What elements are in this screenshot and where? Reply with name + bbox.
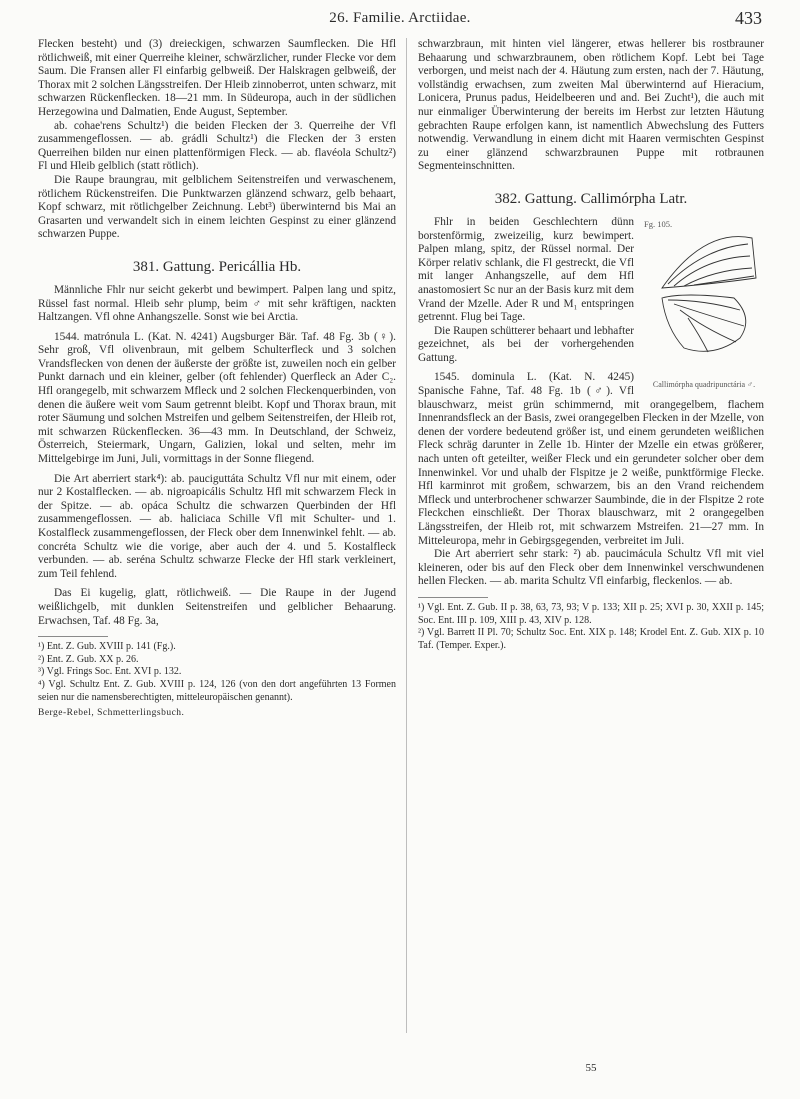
publisher-line: Berge-Rebel, Schmetterlingsbuch. (38, 708, 185, 719)
left-column (38, 38, 396, 721)
footnote: ²) Vgl. Barrett II Pl. 70; Schultz Soc. Ent. XIX p. 148; Krodel Ent. Z. Gub. XIX p. 10 Taf. (Temper. Exper.). (418, 627, 764, 651)
signature-mark: 55 (585, 1062, 597, 1074)
footnotes (418, 602, 764, 652)
genus-heading: 382. Gattung. Callimórpha Latr. (494, 190, 688, 207)
running-header (38, 8, 762, 32)
footnote: ⁴) Vgl. Schultz Ent. Z. Gub. XVIII p. 124, 126 (von den dort angeführten 13 Formen seien nur die namensberechtigten, mitteleuropäischen genannt). (38, 678, 396, 703)
right-column (418, 38, 764, 652)
species-entry: 1545. dominula L. (Kat. N. 4245) Spanische Fahne, Taf. 48 Fg. 1b (♂). Vfl blauschwarz, meist grün schimmernd, mit orangegelbem, flachem Innenrandsfleck an der Basis, zwei orangegelben Flecken in der Mzelle, von denen der vordere bedeutend größer ist, und einem gerundeten weißlichen Fleck schräg darunter in Zelle 1b. Hinter der Mzelle ein etwas größerer, nach unten oft geteilter, weißer Fleck und ein gerundeter solcher ober dem Innenwinkel. Vor und uhalb der Flspitze je 2 weiße, punktförmige Flecke. Hfl karminrot mit großem, schwarzem, bis an den Vrand reichendem Mfleck und unterbrochener schwarzer Saumbinde, die in der Flspitze 2 rote Fleckchen einschließt. Der Thorax blauschwarz, mit 2 orangegelben Längsstreifen, der Hleib rot, mit schwarzem Mstreifen. 21—27 mm. In Mitteleuropa, mehr in Gebirgsgegenden, verbreitet im Juli. (418, 371, 764, 547)
wing-venation-figure (644, 218, 764, 390)
column-divider (406, 38, 407, 1033)
paragraph: Die Raupe braungrau, mit gelblichem Seitenstreifen und verwaschenem, rötlichem Rückenstreifen. Die Punktwarzen glänzend schwarz, gelb behaart, Kopf schwarz, mit rötlichgelber Zeichnung. Lebt³) überwinternd bis Mai an Grasarten und verwandelt sich in einem leichten Gespinst zu einer glänzend schwarzen Puppe. (38, 173, 396, 241)
paragraph: Flecken besteht) und (3) dreieckigen, schwarzen Saumflecken. Die Hfl rötlichweiß, mit einer Querreihe kleiner, schwärzlicher, runder Flecke vor dem Saum. Die Fransen aller Fl einfarbig gelbweiß. Der Halskragen gelbweiß, der Thorax mit 2 solchen Längsstreifen. Der Hleib zinnoberrot, unten schwarz, mit schwarzen Rückenflecken. 18—21 mm. In Südeuropa, auch in der südlichen Herzegowina und Dalmatien, Ende August, September. (38, 38, 396, 118)
venation-diagram-icon (644, 218, 764, 368)
page-number: 433 (735, 8, 762, 28)
paragraph: Männliche Fhlr nur seicht gekerbt und bewimpert. Palpen lang und spitz, Rüssel fast normal. Hleib sehr plump, beim ♂ mit sehr kräftigen, nackten Haltzangen. Vfl ohne Anhangszelle. Sonst wie bei Arctia. (38, 283, 396, 324)
species-entry: 1544. matrónula L. (Kat. N. 4241) Augsburger Bär. Taf. 48 Fg. 3b (♀). Sehr groß, Vfl olivenbraun, mit gelbem Schulterfleck und 3 solchen Vrandsflecken von denen der äußerste der größte ist, zuweilen noch ein gelber Punkt darnach und ein kleiner, gelber (oft fehlender) Querfleck an Ader C₂. Hfl orangegelb, mit schwarzem Mfleck und 2 solchen Fleckenquerbinden, von denen die äußere weit vom Saum getrennt bleibt. Kopf und Thorax braun, mit roter Säumung und solchen Mstreifen und gelbem Seitenstreifen, der Hleib rot, mit schwarzen Rückenflecken. 36—43 mm. In Deutschland, der Schweiz, Österreich, Steiermark, Ungarn, Galizien, lokal und selten, mehr im Mittelgebirge im Juni, Juli, vormittags in der Sonne fliegend. (38, 330, 396, 466)
figure-label: Fg. 105. (644, 218, 673, 229)
paragraph: Die Art aberriert stark⁴): ab. pauciguttáta Schultz Vfl nur mit einem, oder nur 2 Kostalflecken. — ab. nigroapicális Schultz Hfl mit schwarzem Fleck in der Spitze. — ab. opáca Schultz die schwarzen Querbinden der Hfl zusammengeflossen. — ab. haliciaca Schille Vfl mit Schulter- und 1. Kostalfleck zusammengeflossen, der Fleck ober dem Innenwinkel fehlt. — ab. concréta Schultz wie die vorige, aber auch der 4. und 5. Kostalfleck verbunden. — ab. seréna Schultz schwarze Flecke der Hfl stark verkleinert, zum Teil fehlend. (38, 472, 396, 580)
footnote: ¹) Ent. Z. Gub. XVIII p. 141 (Fg.). (38, 641, 176, 653)
paragraph: Die Art aberriert sehr stark: ²) ab. paucimácula Schultz Vfl mit viel kleineren, oder bis auf den Fleck ober dem Innenwinkel verschwundenen hellen Flecken. — ab. marita Schultz Vfl einfarbig, fleckenlos. — ab. (418, 548, 764, 588)
footnote: ²) Ent. Z. Gub. XX p. 26. (38, 653, 139, 665)
paragraph: Die Raupen schütterer behaart und lebhafter gezeichnet, als bei der vorhergehenden Gattung. (418, 324, 634, 364)
footnotes (38, 641, 396, 704)
paragraph: Fhlr in beiden Geschlechtern dünn borstenförmig, zweizeilig, kurz bewimpert. Palpen mlang, spitz, der Rüssel normal. Der Körper relativ schlank, die Fl gestreckt, die Vfl mit langer Anhangszelle, auf dem Hfl anastomosiert Sc nur an der Basis kurz mit dem Vrand der Mzelle. Ader R und M₁ entspringen getrennt. Flug bei Tage. (418, 215, 634, 324)
paragraph: Das Ei kugelig, glatt, rötlichweiß. — Die Raupe in der Jugend weißlichgelb, mit dunklen Seitenstreifen und gelblicher Behaarung. Erwachsen, Taf. 48 Fg. 3a, (38, 587, 396, 627)
paragraph: schwarzbraun, mit hinten viel längerer, etwas hellerer bis rostbrauner Behaarung und schwarzbraunem, oben rötlichem Kopf. Lebt bei Tage verborgen, und meist nach der 4. Häutung zum ersten, nach der 7. Häutung, vollständig erwachsen, zum zweiten Mal überwinternd auf Hieracium, Lonicera, Prunus padus, Heidelbeeren und and. Bei Zucht¹), die auch mit nur einmaliger Überwinterung der bereits im Herbst zur letzten Häutung gebrachten Raupe erfolgen kann, ist namentlich Abwechslung des Futters notwendig. Verwandlung in einem dicht mit Haaren vermischten Gespinst zu einer glänzend schwarzbraunen Puppe mit rotbraunen Segmenteinschnitten. (418, 38, 764, 173)
footnote: ¹) Vgl. Ent. Z. Gub. II p. 38, 63, 73, 93; V p. 133; XII p. 25; XVI p. 30, XXII p. 145; Soc. Ent. III p. 109, XIII p. 43, XIV p. 128. (418, 601, 764, 626)
paragraph: ab. cohae'rens Schultz¹) die beiden Flecken der 3. Querreihe der Vfl zusammengeflossen. — ab. grádli Schultz¹) die Flecken der 3 ersten Querreihen bilden nur einen plattenförmigen Fleck. — ab. flavéola Schultz²) Fl und Hleib gelblich (statt rötlich). (38, 119, 396, 173)
footnote-rule (418, 597, 488, 598)
footnote-rule (38, 636, 108, 637)
running-head: 26. Familie. Arctiidae. (329, 10, 471, 26)
genus-heading: 381. Gattung. Pericállia Hb. (132, 258, 302, 275)
figure-caption: Callimórpha quadripunctária ♂. (652, 379, 756, 389)
footnote: ³) Vgl. Frings Soc. Ent. XVI p. 132. (38, 666, 182, 678)
